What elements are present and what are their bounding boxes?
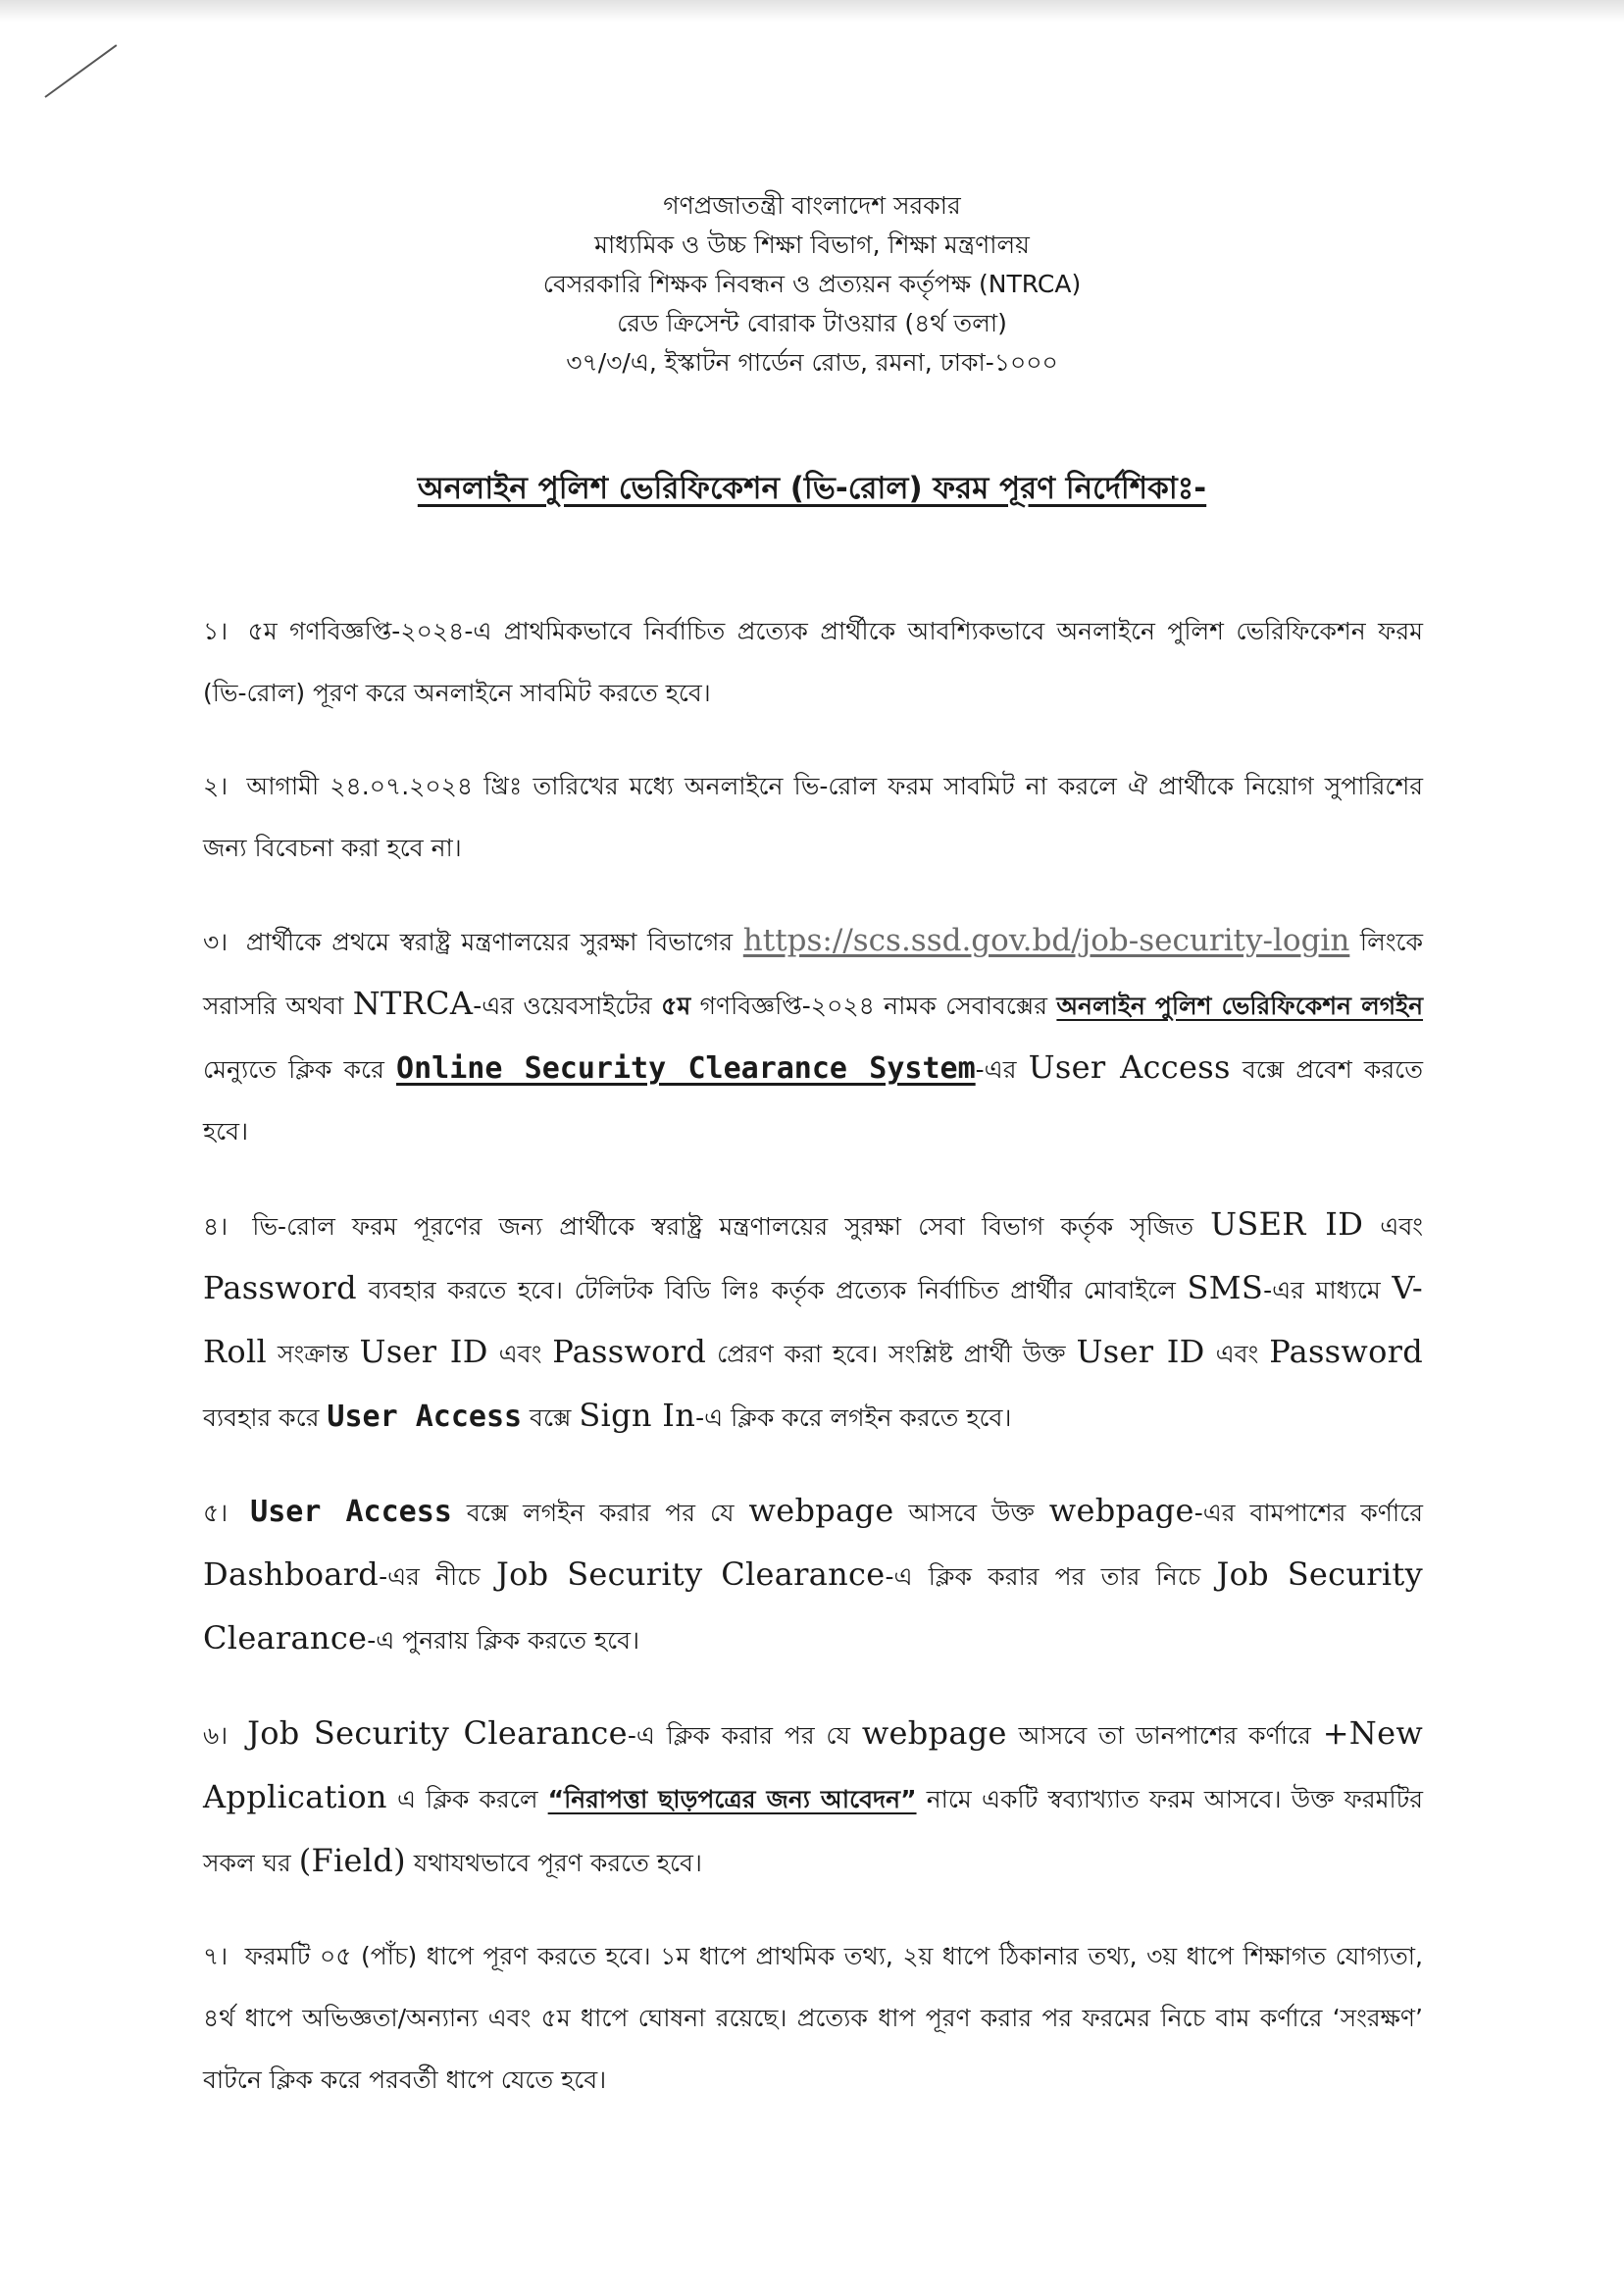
instruction-text: যথাযথভাবে পূরণ করতে হবে। [413, 1849, 702, 1877]
webpage-label: webpage [1048, 1492, 1194, 1529]
instruction-1 [203, 600, 1423, 724]
user-id-label: User ID [359, 1333, 488, 1370]
user-access-label: User Access [327, 1400, 523, 1434]
instruction-text: এবং [1215, 1340, 1259, 1368]
new-application-label: +New Application [203, 1714, 1424, 1815]
scan-shadow [0, 0, 1624, 22]
instruction-text: ব্যবহার করতে হবে। টেলিটক বিডি লিঃ কর্তৃক প্রত্যেক নির্বাচিত প্রার্থীর মোবাইলে [368, 1276, 1176, 1304]
instruction-number: ৬। [203, 1721, 228, 1750]
document-title [0, 465, 1624, 516]
instruction-number: ৫। [203, 1499, 228, 1527]
form-name-label: “নিরাপত্তা ছাড়পত্রের জন্য আবেদন” [547, 1785, 917, 1813]
instruction-text: মেন্যুতে ক্লিক করে [203, 1055, 384, 1084]
instruction-list [203, 600, 1423, 2142]
letterhead [0, 186, 1624, 382]
instruction-text: -এ পুনরায় ক্লিক করতে হবে। [367, 1626, 640, 1655]
instruction-text: -এর [975, 1055, 1017, 1084]
instruction-text: -এর বামপাশের কর্ণারে [1193, 1499, 1423, 1527]
instruction-5 [203, 1480, 1423, 1671]
instruction-number: ৪। [203, 1212, 228, 1241]
webpage-label: webpage [748, 1492, 894, 1529]
header-line-government: গণপ্রজাতন্ত্রী বাংলাদেশ সরকার [663, 191, 961, 220]
police-verification-menu-label: অনলাইন পুলিশ ভেরিফিকেশন লগইন [1056, 992, 1424, 1020]
dashboard-label: Dashboard [203, 1555, 380, 1593]
instruction-text: -এ ক্লিক করার পর তার নিচে [885, 1562, 1201, 1591]
sms-label: SMS [1187, 1269, 1264, 1306]
fifth-label: ৫ম [661, 992, 691, 1020]
pen-mark [44, 44, 117, 98]
instruction-text: ব্যবহার করে [203, 1403, 320, 1432]
user-access-label: User Access [1028, 1048, 1231, 1086]
document-title-text: অনলাইন পুলিশ ভেরিফিকেশন (ভি-রোল) ফরম পূরণ নির্দেশিকাঃ- [417, 471, 1207, 506]
instruction-text: আসবে উক্ত [908, 1499, 1035, 1527]
header-line-authority: বেসরকারি শিক্ষক নিবন্ধন ও প্রত্যয়ন কর্তৃপক্ষ (NTRCA) [542, 270, 1082, 298]
instruction-text: গণবিজ্ঞপ্তি-২০২৪ নামক সেবাবক্সের [699, 992, 1048, 1020]
instruction-4 [203, 1194, 1423, 1449]
sign-in-label: Sign In [579, 1397, 696, 1434]
header-line-address: ৩৭/৩/এ, ইস্কাটন গার্ডেন রোড, রমনা, ঢাকা-১০০০ [566, 348, 1058, 377]
user-access-label: User Access [250, 1495, 452, 1529]
header-line-division: মাধ্যমিক ও উচ্চ শিক্ষা বিভাগ, শিক্ষা মন্ত্রণালয় [594, 230, 1030, 259]
instruction-text: ৫ম গণবিজ্ঞপ্তি-২০২৪-এ প্রাথমিকভাবে নির্বাচিত প্রত্যেক প্রার্থীকে আবশ্যিকভাবে অনলাইনে পুলিশ ভেরিফিকেশন ফরম (ভি-রোল) পূরণ করে অনলাইনে সাবমিট করতে হবে। [203, 617, 1423, 707]
instruction-3 [203, 910, 1423, 1162]
instruction-text: নামে একটি স্বব্যাখ্যাত ফরম আসবে। উক্ত ফরমটির সকল ঘর [203, 1785, 1424, 1877]
instruction-number: ৭। [203, 1942, 228, 1970]
instruction-text: -এর মাধ্যমে [1263, 1276, 1381, 1304]
instruction-text: এবং [1380, 1212, 1423, 1241]
instruction-text: লিংকে সরাসরি অথবা [203, 928, 1423, 1020]
user-id-label: User ID [1076, 1333, 1205, 1370]
instruction-text: বক্সে লগইন করার পর যে [466, 1499, 735, 1527]
instruction-text: আগামী ২৪.০৭.২০২৪ খ্রিঃ তারিখের মধ্যে অনলাইনে ভি-রোল ফরম সাবমিট না করলে ঐ প্রার্থীকে নিয়োগ সুপারিশের জন্য বিবেচনা করা হবে না। [203, 772, 1423, 862]
webpage-label: webpage [861, 1714, 1007, 1752]
instruction-text: বক্সে [530, 1403, 572, 1432]
instruction-text: -এ ক্লিক করার পর যে [627, 1721, 850, 1750]
vroll-label: V-Roll [203, 1269, 1423, 1370]
instruction-2 [203, 755, 1423, 879]
instruction-text: ফরমটি ০৫ (পাঁচ) ধাপে পূরণ করতে হবে। ১ম ধাপে প্রাথমিক তথ্য, ২য় ধাপে ঠিকানার তথ্য, ৩য় ধাপে শিক্ষাগত যোগ্যতা, ৪র্থ ধাপে অভিজ্ঞতা/অন্যান্য এবং ৫ম ধাপে ঘোষনা রয়েছে। প্রত্যেক ধাপ পূরণ করার পর ফরমের নিচে বাম কর্ণারে ‘সংরক্ষণ’ বাটনে ক্লিক করে পরবর্তী ধাপে যেতে হবে। [203, 1942, 1423, 2094]
instruction-text: ভি-রোল ফরম পূরণের জন্য প্রার্থীকে স্বরাষ্ট্র মন্ত্রণালয়ের সুরক্ষা সেবা বিভাগ কর্তৃক সৃজিত [252, 1212, 1194, 1241]
password-label: Password [203, 1269, 357, 1306]
field-label: (Field) [298, 1842, 406, 1879]
instruction-text: বক্সে প্রবেশ করতে হবে। [203, 1055, 1423, 1146]
instruction-text: প্রেরণ করা হবে। সংশ্লিষ্ট প্রার্থী উক্ত [717, 1340, 1066, 1368]
instruction-text: সংক্রান্ত [277, 1340, 349, 1368]
security-login-link[interactable]: https://scs.ssd.gov.bd/job-security-login [742, 923, 1350, 958]
header-line-building: রেড ক্রিসেন্ট বোরাক টাওয়ার (৪র্থ তলা) [617, 309, 1007, 337]
job-security-clearance-label: Job Security Clearance [247, 1714, 628, 1752]
instruction-6 [203, 1703, 1423, 1894]
instruction-text: -এ ক্লিক করে লগইন করতে হবে। [695, 1403, 1012, 1432]
job-security-clearance-label: Job Security Clearance [495, 1555, 886, 1593]
instruction-number: ১। [203, 617, 228, 645]
ntrca-label: NTRCA [352, 985, 474, 1022]
instruction-7 [203, 1925, 1423, 2111]
job-security-clearance-label: Job Security Clearance [203, 1555, 1423, 1657]
password-label: Password [1269, 1333, 1424, 1370]
instruction-number: ২। [203, 772, 228, 800]
instruction-number: ৩। [203, 928, 228, 956]
instruction-text: এ ক্লিক করলে [397, 1785, 538, 1813]
instruction-text: এবং [498, 1340, 542, 1368]
instruction-text: আসবে তা ডানপাশের কর্ণারে [1018, 1721, 1311, 1750]
password-label: Password [552, 1333, 707, 1370]
system-name-label: Online Security Clearance System [396, 1051, 976, 1086]
instruction-text: -এর ওয়েবসাইটের [473, 992, 652, 1020]
user-id-label: USER ID [1210, 1205, 1364, 1243]
instruction-text: -এর নীচে [379, 1562, 481, 1591]
instruction-text: প্রার্থীকে প্রথমে স্বরাষ্ট্র মন্ত্রণালয়ের সুরক্ষা বিভাগের [245, 928, 734, 956]
